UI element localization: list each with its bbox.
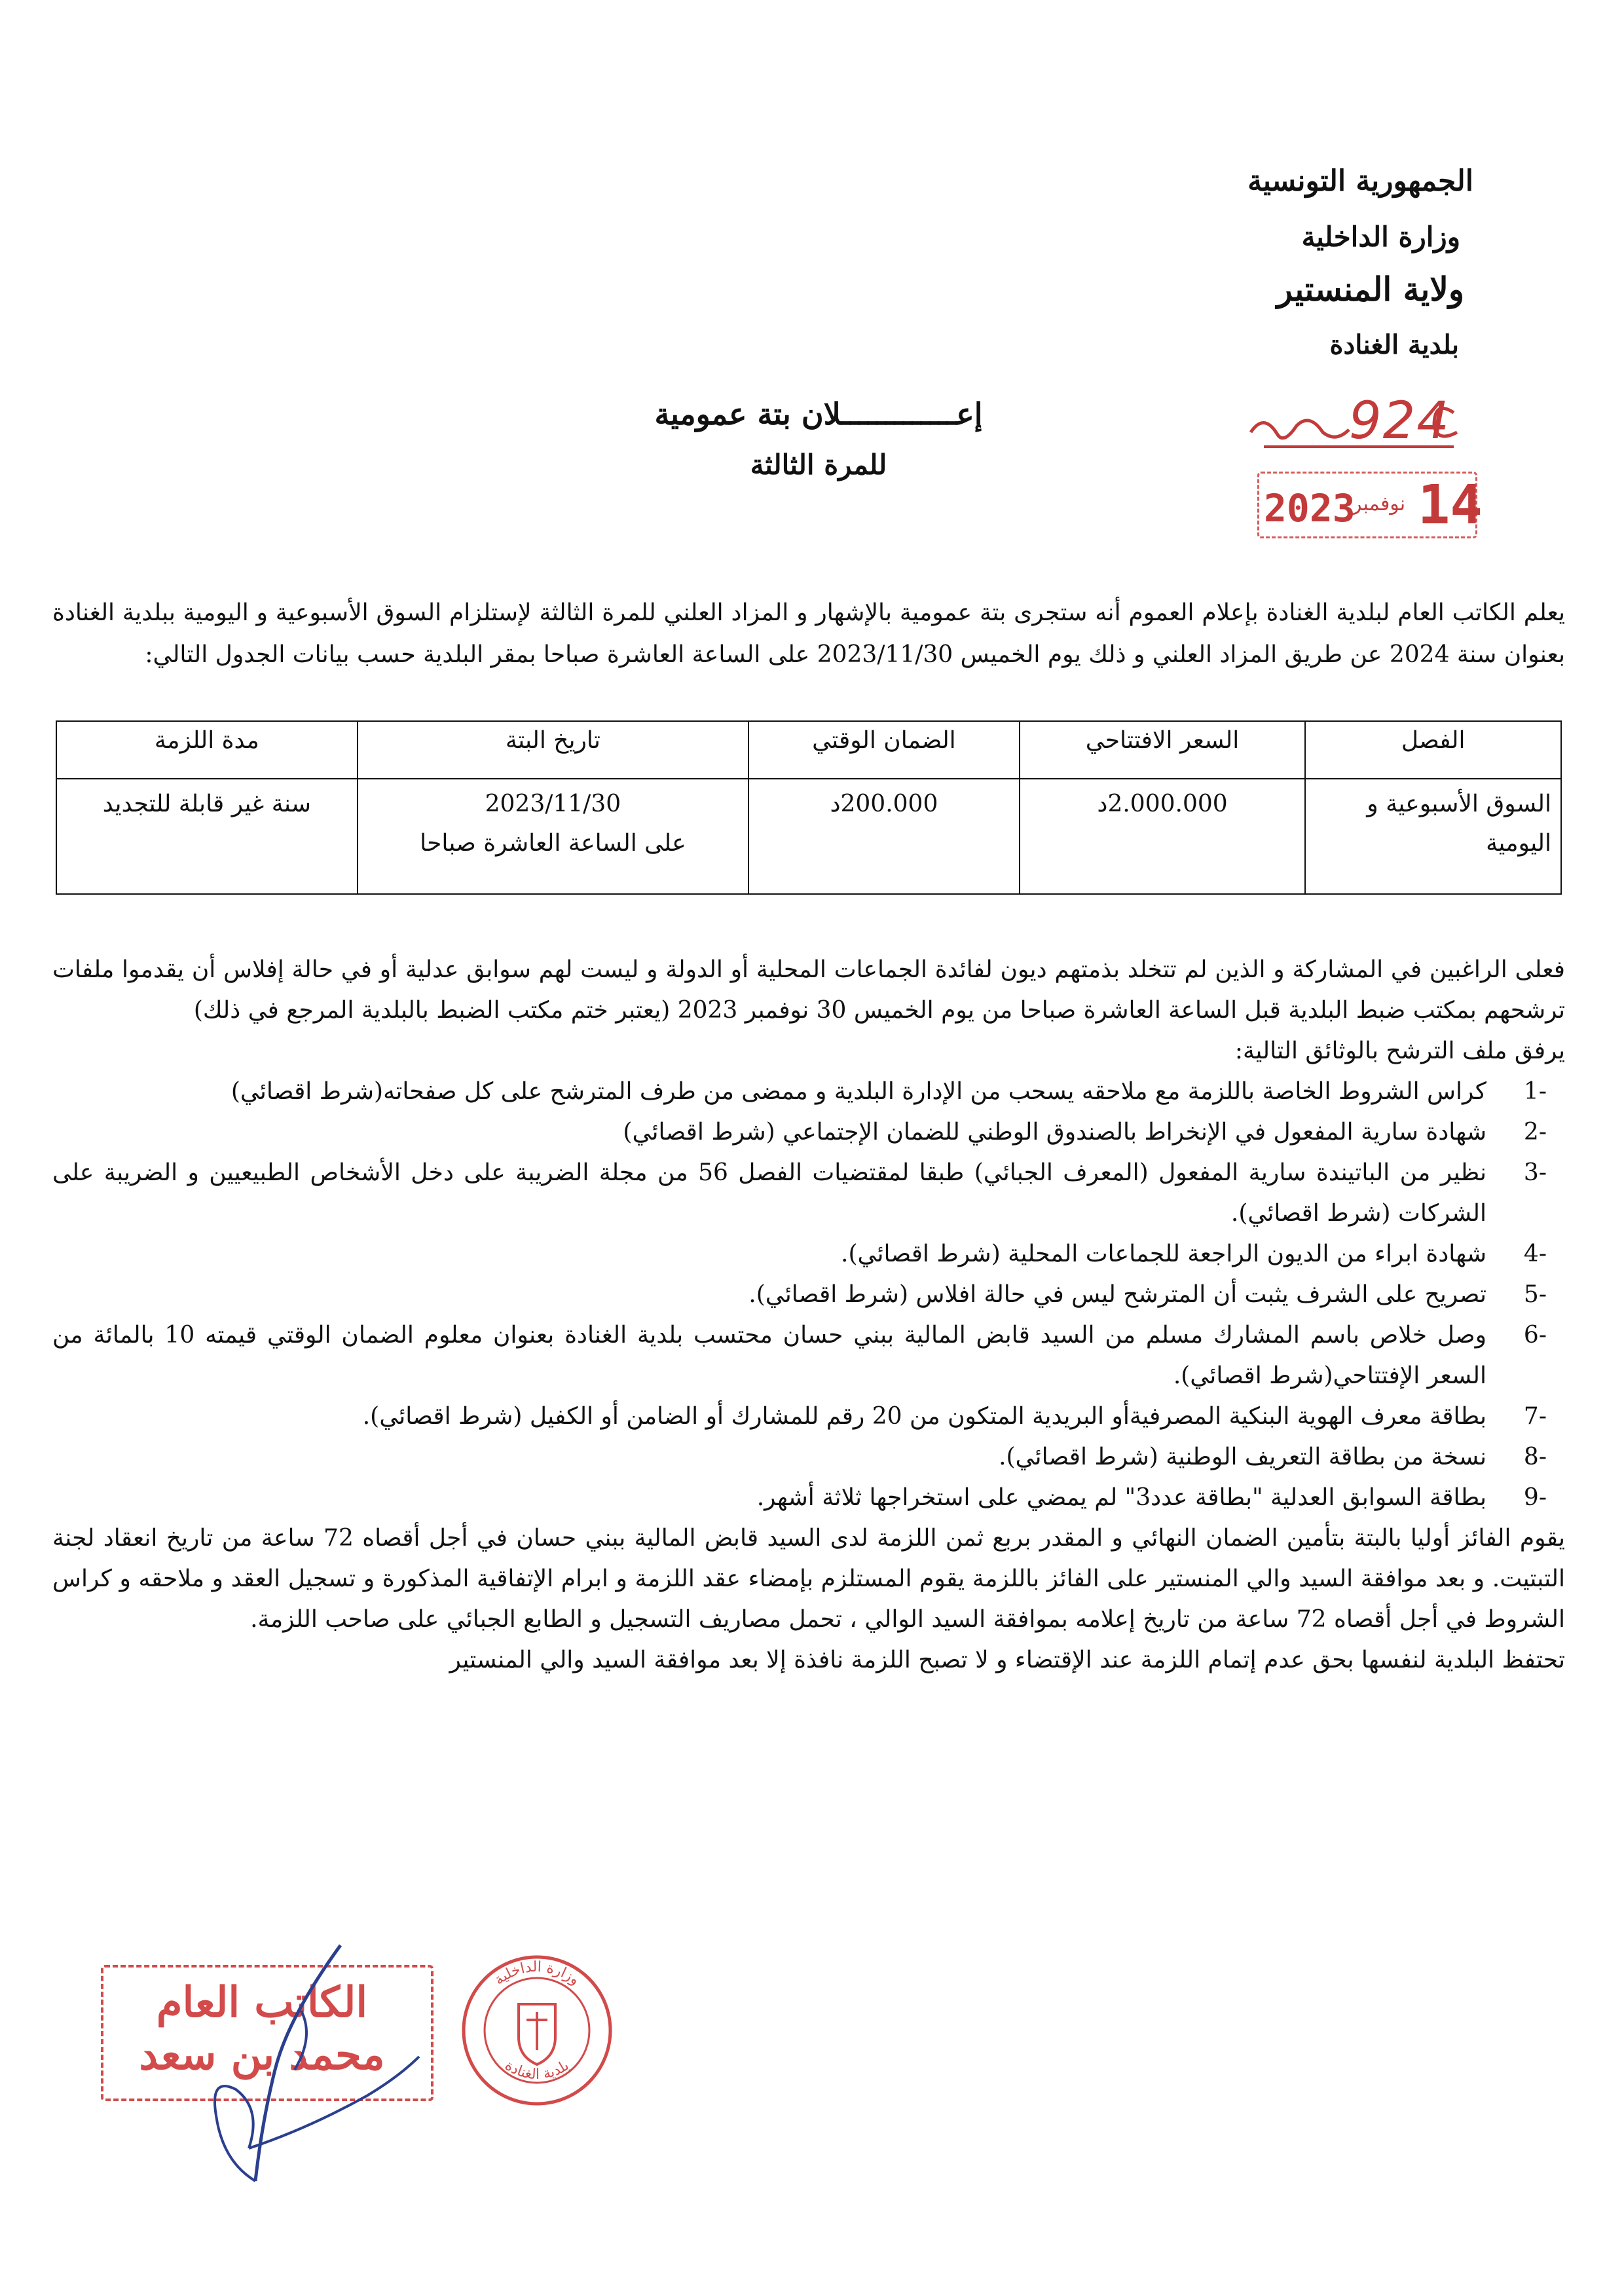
cell-date	[358, 779, 748, 894]
winner-paragraph: يقوم الفائز أوليا بالبتة بتأمين الضمان النهائي و المقدر بربع ثمن اللزمة لدى السيد قابض المالية ببني حسان في أجل أقصاه 72 ساعة من تاريخ انعقاد لجنة التبتيت. و بعد موافقة السيد والي المنستير على الفائز باللزمة يقوم المستلزم بإمضاء عقد اللزمة و ابرام الإتفاقية المذكورة و تسجيل العقد و ملاحقه و كراس الشروط في أجل أقصاه 72 ساعة من تاريخ إعلامه بموافقة السيد الوالي ، تحمل مصاريف التسجيل و الطابع الجبائي على صاحب اللزمة.	[52, 1525, 1565, 1633]
item-number: -1	[1523, 1078, 1547, 1105]
stamp-day: 14	[1418, 474, 1483, 536]
header-section: الفصل	[1305, 721, 1561, 779]
documents-list	[52, 1072, 1565, 1518]
list-item	[52, 1234, 1565, 1275]
item-text: كراس الشروط الخاصة باللزمة مع ملاحقه يسحب من الإدارة البلدية و ممضى من طرف المترشح على كل صفحاته(شرط اقصائي)	[231, 1078, 1486, 1105]
cell-date-value: 2023/11/30	[485, 791, 621, 817]
reference-number-text: 924	[1349, 392, 1450, 451]
item-text: نسخة من بطاقة التعريف الوطنية (شرط اقصائي).	[999, 1444, 1486, 1470]
item-number: -9	[1523, 1484, 1547, 1511]
seal-bottom-text: بلدية الغنادة	[502, 2057, 572, 2083]
seal-top-text: وزارة الداخلية	[491, 1958, 583, 1989]
reserve-paragraph: تحتفظ البلدية لنفسها بحق عدم إتمام اللزمة عند الإقتضاء و لا تصبح اللزمة نافذة إلا بعد موافقة السيد والي المنستير	[449, 1647, 1565, 1673]
cell-guarantee: 200.000د	[748, 779, 1020, 894]
list-item	[52, 1396, 1565, 1437]
signature-name: محمد بن سعد	[139, 2030, 385, 2080]
stamp-year: 2023	[1264, 486, 1356, 531]
ministry-line: وزارة الداخلية	[1301, 221, 1460, 253]
cell-time-value: على الساعة العاشرة صباحا	[420, 830, 686, 857]
item-text: نظير من الباتيندة سارية المفعول (المعرف الجبائي) طبقا لمقتضيات الفصل 56 من مجلة الضريبة على دخل الأشخاص الطبيعيين و الضريبة على الشركات (شرط اقصائي).	[52, 1159, 1486, 1227]
reference-number	[1238, 386, 1513, 458]
table-row	[56, 779, 1561, 894]
cell-name: السوق الأسبوعية و اليومية	[1305, 779, 1561, 894]
signature-title: الكاتب العام	[156, 1978, 368, 2027]
title-line-2: للمرة الثالثة	[750, 449, 887, 481]
item-number: -5	[1523, 1281, 1547, 1308]
header-guarantee: الضمان الوقتي	[748, 721, 1020, 779]
item-text: تصريح على الشرف يثبت أن المترشح ليس في حالة افلاس (شرط اقصائي).	[748, 1281, 1486, 1308]
handwritten-signature-icon	[92, 1939, 602, 2201]
item-text: وصل خلاص باسم المشارك مسلم من السيد قابض المالية ببني حسان محتسب بلدية الغنادة بعنوان معلوم الضمان الوقتي قيمته 10 بالمائة من السعر الإفتتاحي(شرط اقصائي).	[52, 1322, 1486, 1389]
auction-table	[56, 720, 1562, 895]
item-text: شهادة سارية المفعول في الإنخراط بالصندوق الوطني للضمان الإجتماعي (شرط اقصائي)	[623, 1119, 1486, 1146]
header-duration: مدة اللزمة	[56, 721, 358, 779]
stamp-month: نوفمبر	[1352, 493, 1406, 515]
letterhead	[1015, 164, 1473, 360]
list-item	[52, 1315, 1565, 1396]
item-number: -3	[1523, 1159, 1547, 1186]
cell-opening-price: 2.000.000د	[1020, 779, 1306, 894]
item-number: -2	[1523, 1119, 1547, 1146]
item-text: بطاقة معرف الهوية البنكية المصرفيةأو البريدية المتكون من 20 رقم للمشارك أو الضامن أو الكفيل (شرط اقصائي).	[362, 1403, 1486, 1430]
item-number: -4	[1523, 1241, 1547, 1267]
item-text: بطاقة السوابق العدلية "بطاقة عدد3" لم يمضي على استخراجها ثلاثة أشهر.	[756, 1484, 1486, 1511]
governorate-line: ولاية المنستير	[1276, 270, 1464, 308]
table-header-row	[56, 721, 1561, 779]
header-opening-price: السعر الافتتاحي	[1020, 721, 1306, 779]
cell-duration: سنة غير قابلة للتجديد	[56, 779, 358, 894]
eligibility-paragraph: فعلى الراغبين في المشاركة و الذين لم تتخلد بذمتهم ديون لفائدة الجماعات المحلية أو الدولة و ليست لهم سوابق عدلية أو في حالة إفلاس أن يقدموا ملفات ترشحهم بمكتب ضبط البلدية قبل الساعة العاشرة صباحا من يوم الخميس 30 نوفمبر 2023 (يعتبر ختم مكتب الضبط بالبلدية المرجع في ذلك)	[52, 956, 1565, 1024]
list-item	[52, 1275, 1565, 1315]
header-date: تاريخ البتة	[358, 721, 748, 779]
list-item	[52, 1437, 1565, 1478]
body-text	[52, 950, 1565, 1681]
item-number: -6	[1523, 1322, 1547, 1349]
list-item	[52, 1112, 1565, 1153]
signature-block	[92, 1939, 602, 2201]
documents-intro: يرفق ملف الترشح بالوثائق التالية:	[1234, 1037, 1565, 1064]
municipality-line: بلدية الغنادة	[1329, 329, 1459, 360]
item-text: شهادة ابراء من الديون الراجعة للجماعات المحلية (شرط اقصائي).	[841, 1241, 1486, 1267]
list-item	[52, 1478, 1565, 1518]
announcement-title	[524, 396, 1113, 481]
republic-line: الجمهورية التونسية	[1247, 164, 1473, 198]
list-item	[52, 1072, 1565, 1112]
date-stamp	[1257, 472, 1483, 537]
title-line-1: إعـــــــــــــلان بتة عمومية	[654, 396, 983, 432]
intro-paragraph: يعلم الكاتب العام لبلدية الغنادة بإعلام العموم أنه ستجرى بتة عمومية بالإشهار و المزاد العلني للمرة الثالثة لإستلزام السوق الأسبوعية و اليومية ببلدية الغنادة بعنوان سنة 2024 عن طريق المزاد العلني و ذلك يوم الخميس 2023/11/30 على الساعة العاشرة صباحا بمقر البلدية حسب بيانات الجدول التالي:	[52, 599, 1565, 668]
item-number: -7	[1523, 1403, 1547, 1430]
list-item	[52, 1153, 1565, 1234]
item-number: -8	[1523, 1444, 1547, 1470]
